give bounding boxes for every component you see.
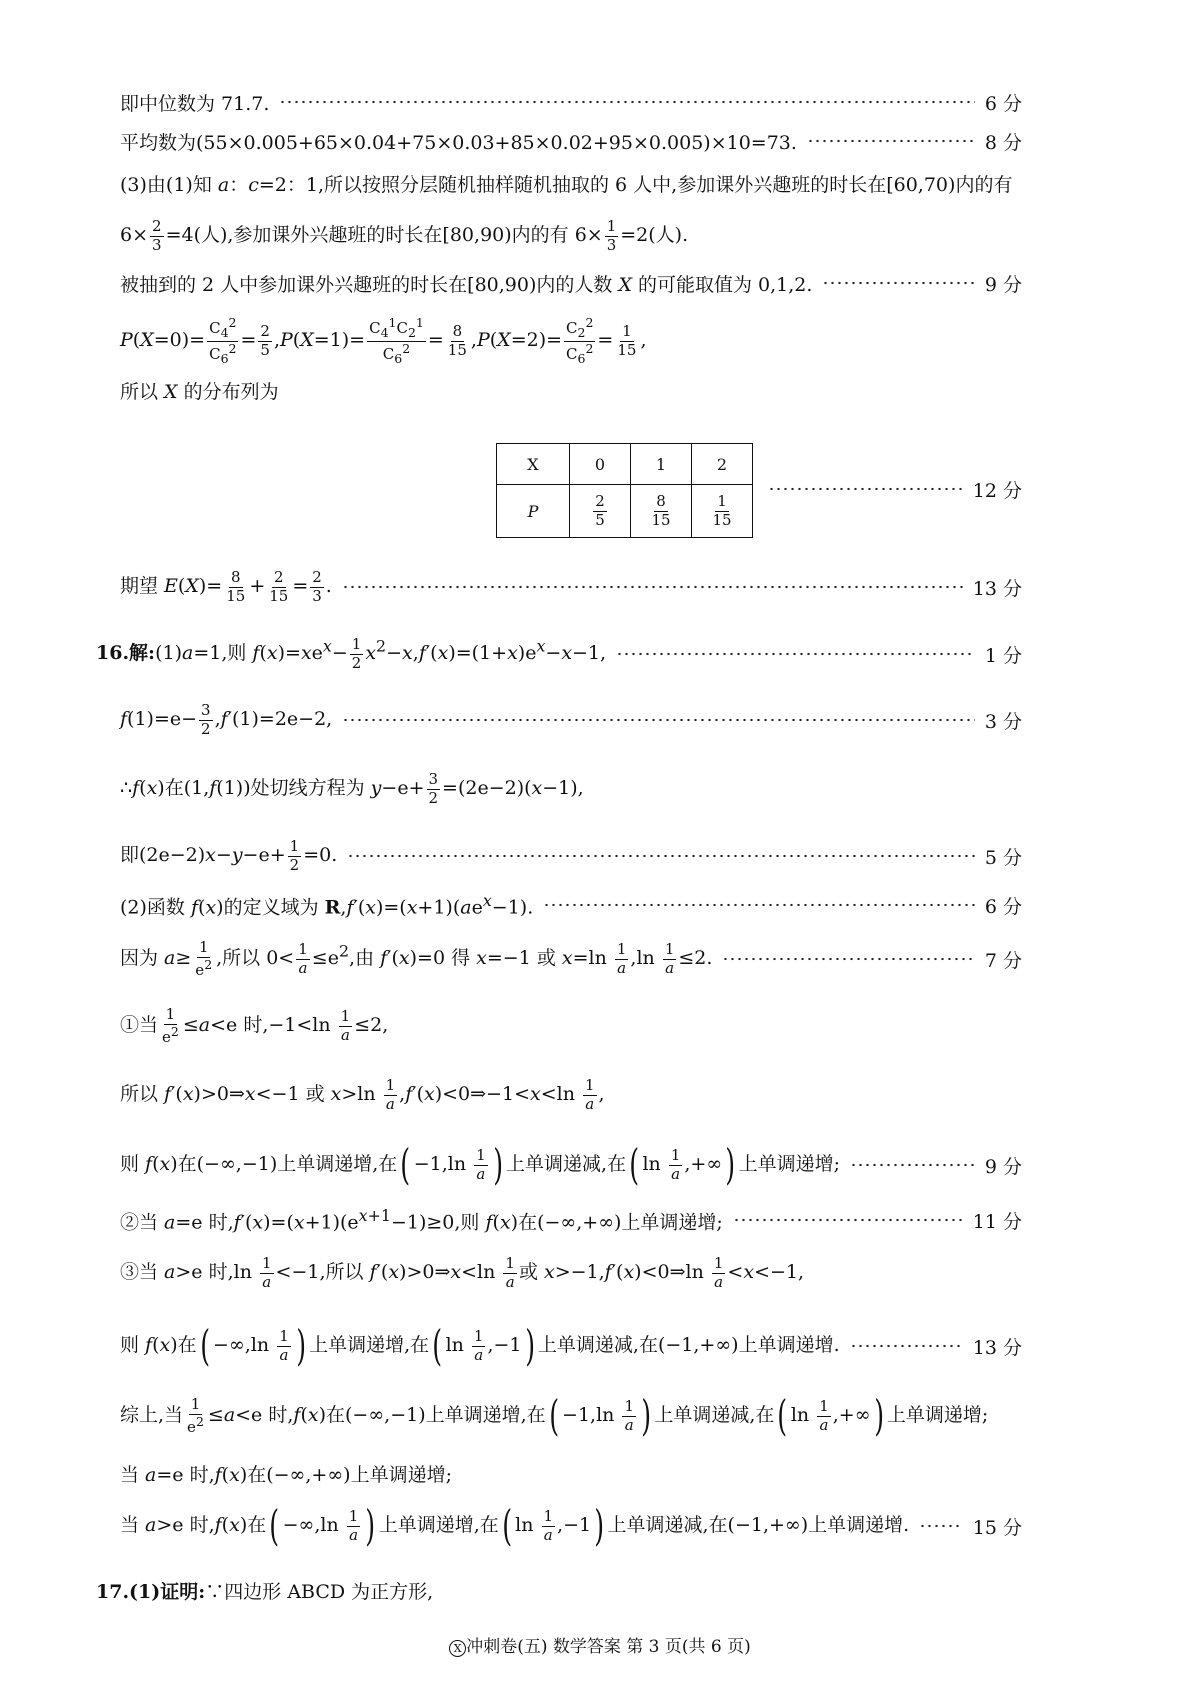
table-cell: 1 <box>631 444 692 485</box>
answer-line: 所以 f′(x)>0⇒x<−1 或 x>ln $\frac{1}{a}$ ,f′(x)<0⇒−1<x<ln $\frac{1}{a}$ , <box>120 1076 605 1113</box>
dot-leader <box>347 854 975 858</box>
dot-leader <box>342 585 963 589</box>
table-cell: 2 <box>692 444 753 485</box>
question-label: 16.解: <box>96 642 156 664</box>
score-label: 15 分 <box>972 1516 1022 1539</box>
dot-leader <box>616 652 975 656</box>
score-label: 3 分 <box>984 710 1022 733</box>
dot-leader <box>722 957 974 961</box>
dot-leader <box>807 139 975 143</box>
score-label: 7 分 <box>984 949 1022 972</box>
answer-line: 被抽到的 2 人中参加课外兴趣班的时长在[80,90)内的人数 X 的可能取值为 0,1,2. 9 分 <box>120 270 1022 296</box>
answer-line: ①当 $\frac{1}{e^2}$ ≤a<e 时,−1<ln $\frac{1}{a}$ ≤2, <box>120 1005 389 1046</box>
score-label: 6 分 <box>984 92 1022 115</box>
score-label: 6 分 <box>984 895 1022 918</box>
answer-line: (2)函数 f(x)的定义域为 $R,f'(x)=(x+1)(ae^x-1)$. 6 分 <box>120 890 1022 919</box>
question-label: 17.(1)证明: <box>96 1580 206 1603</box>
score-label: 13 分 <box>972 1336 1022 1359</box>
dot-leader <box>733 1218 963 1222</box>
table-cell: 0 <box>570 444 631 485</box>
table-cell: $\frac{8}{15}$ <box>631 485 692 538</box>
score-label: 5 分 <box>984 846 1022 869</box>
question-16-line: 16.解:(1)a=1,则 $f(x)=xe^x-$ $\frac{1}{2}$ $x^2-x,f'(x)=(1+x)e^x-x-1$, 1 分 <box>96 635 1022 672</box>
table-cell: $\frac{2}{5}$ <box>570 485 631 538</box>
score-label: 11 分 <box>972 1210 1022 1233</box>
score-label: 8 分 <box>984 131 1022 154</box>
answer-line: 则 f(x)在(−∞,−1)上单调递增,在( −1,ln $\frac{1}{a}$ ) 上单调递减,在( ln $\frac{1}{a}$ ,+∞) 上单调递增; 9 分 <box>120 1140 1022 1189</box>
dot-leader <box>822 281 974 285</box>
answer-line: 6× $\frac{2}{3}$ =4(人),参加课外兴趣班的时长在[80,90)内的有 6× $\frac{1}{3}$ =2(人). <box>120 217 689 254</box>
table-cell: P <box>497 485 570 538</box>
score-label: 13 分 <box>972 577 1022 600</box>
dot-leader <box>850 1344 963 1348</box>
dot-leader <box>919 1524 963 1528</box>
footer-text: 冲刺卷(五) 数学答案 第 3 页(共 6 页) <box>466 1637 751 1657</box>
answer-line: ∴f(x)在(1,f(1))处切线方程为 y−e+ $\frac{3}{2}$ =(2e−2)(x−1), <box>120 770 584 807</box>
answer-line: 当 a=e 时,f(x)在(−∞,+∞)上单调递增; <box>120 1463 452 1486</box>
series-mark-icon: X <box>449 1640 466 1657</box>
answer-line: 所以 X 的分布列为 <box>120 380 279 403</box>
score-label: 1 分 <box>984 644 1022 667</box>
distribution-table <box>496 443 753 538</box>
answer-line: 则 f(x)在( −∞,ln $\frac{1}{a}$ ) 上单调递增,在( ln $\frac{1}{a}$ ,−1) 上单调递减,在(−1,+∞)上单调递增. 13 分 <box>120 1321 1022 1370</box>
score-label: 12 分 <box>972 479 1022 502</box>
answer-line: 综上,当 $\frac{1}{e^2}$ ≤a<e 时,f(x)在(−∞,−1)上单调递增,在( −1,ln $\frac{1}{a}$ ) 上单调递减,在( ln $\frac{1}{a}$ ,+∞) 上单调递增; <box>120 1391 989 1440</box>
dot-leader <box>768 487 963 491</box>
answer-line: ②当 a=e 时$,f'(x)=(x+1)(e^{x+1}-1)\ge 0$,则 f(x)在(−∞,+∞)上单调递增; 11 分 <box>120 1205 1022 1234</box>
answer-line <box>768 476 1022 502</box>
table-cell: X <box>497 444 570 485</box>
answer-line: 平均数为(55×0.005+65×0.04+75×0.03+85×0.02+95×0.005)×10=73. 8 分 <box>120 128 1022 154</box>
dot-leader <box>543 903 975 907</box>
answer-line: ③当 a>e 时,ln $\frac{1}{a}$ <−1,所以 f′(x)>0⇒x<ln $\frac{1}{a}$ 或 x>−1,f′(x)<0⇒ln $\frac{1}{a}$ <x<−1, <box>120 1254 805 1291</box>
table-cell: $\frac{1}{15}$ <box>692 485 753 538</box>
score-label: 9 分 <box>984 1155 1022 1178</box>
answer-line: 期望 E(X)= $\frac{8}{15}$ + $\frac{2}{15}$ = $\frac{2}{3}$ . 13 分 <box>120 568 1022 605</box>
dot-leader <box>279 100 974 104</box>
page-footer <box>0 1632 1200 1657</box>
question-17-line: 17.(1)证明:∵四边形 ABCD 为正方形, <box>96 1580 434 1603</box>
answer-line: f(1)=e− $\frac{3}{2}$ ,f′(1)=2e−2, 3 分 <box>120 701 1022 738</box>
dot-leader <box>850 1163 975 1167</box>
answer-line: 即中位数为 71.7. 6 分 <box>120 89 1022 115</box>
answer-line: P(X=0)= $\frac{C_4^2}{C_6^2}$ = $\frac{2}{5}$ ,P(X=1)= $\frac{C_4^1C_2^1}{C_6^2}$ = $\frac{8}{15}$ ,P(X=2)= $\frac{C_2^2}{C_6^2}$ = $\frac{1}{15}$ , <box>120 315 647 366</box>
dot-leader <box>342 718 975 722</box>
answer-line: 即(2e−2)x−y−e+ $\frac{1}{2}$ =0. 5 分 <box>120 837 1022 874</box>
answer-line: 当 a>e 时,f(x)在( −∞,ln $\frac{1}{a}$ ) 上单调递增,在( ln $\frac{1}{a}$ ,−1) 上单调递减,在(−1,+∞)上单调递增. 15 分 <box>120 1501 1022 1550</box>
answer-line: (3)由(1)知 a：c=2：1,所以按照分层随机抽样随机抽取的 6 人中,参加课外兴趣班的时长在[60,70)内的有 <box>120 173 1013 196</box>
score-label: 9 分 <box>984 273 1022 296</box>
answer-line: 因为 a≥ $\frac{1}{e^2}$ ,所以 0< $\frac{1}{a}$ $\le e^2$,由 f′(x)=0 得 x=−1 或 x=ln $\frac{1}{a}$ ,ln $\frac{1}{a}$ ≤2. 7 分 <box>120 938 1022 979</box>
